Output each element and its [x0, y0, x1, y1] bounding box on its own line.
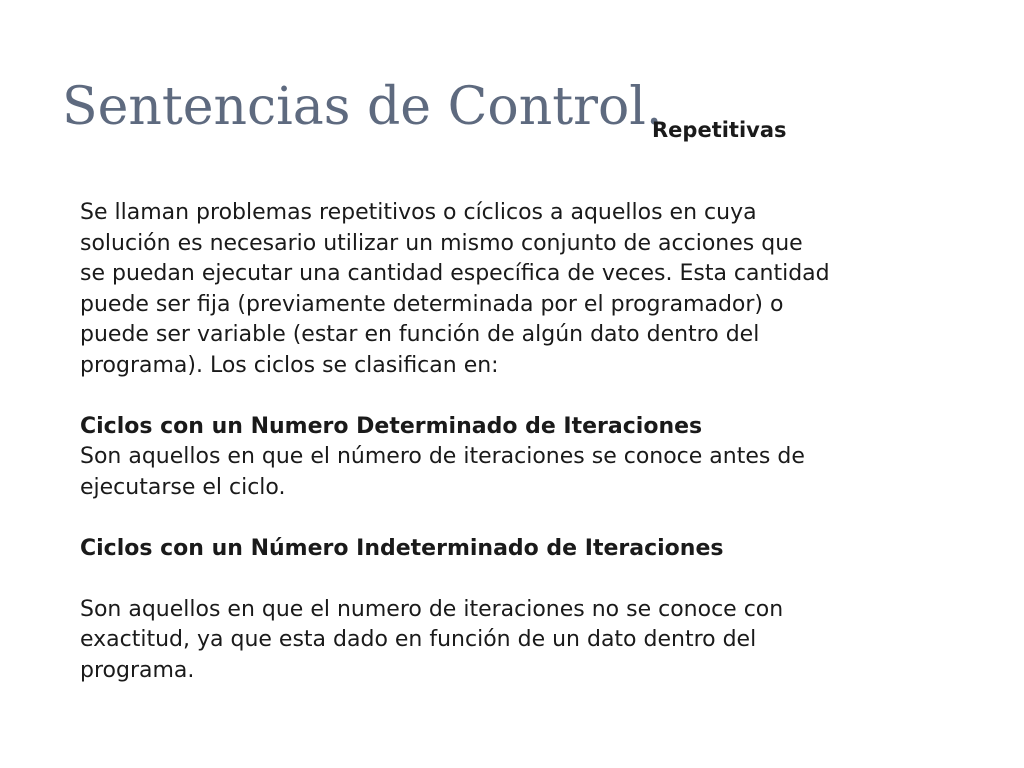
section-indeterminate	[80, 534, 960, 687]
slide-subtitle: Repetitivas	[652, 118, 787, 142]
spacer	[80, 503, 960, 534]
section-line: Son aquellos en que el número de iteraciones se conoce antes de	[80, 444, 805, 469]
section-heading: Ciclos con un Número Indeterminado de Iteraciones	[80, 535, 724, 561]
intro-line: solución es necesario utilizar un mismo conjunto de acciones que	[80, 230, 803, 256]
section-line: Son aquellos en que el numero de iteraciones no se conoce con	[80, 596, 784, 622]
section-line: programa.	[80, 657, 195, 683]
section-line: ejecutarse el ciclo.	[80, 474, 286, 500]
intro-paragraph	[80, 198, 960, 381]
section-line: exactitud, ya que esta dado en función de un dato dentro del	[80, 627, 757, 652]
intro-line: puede ser fija (previamente determinada por el programador) o	[80, 291, 784, 317]
intro-line: se puedan ejecutar una cantidad específica de veces. Esta cantidad	[80, 261, 830, 286]
intro-line: programa). Los ciclos se clasifican en:	[80, 352, 499, 378]
intro-line: puede ser variable (estar en función de algún dato dentro del	[80, 322, 760, 347]
slide-body	[80, 198, 960, 686]
section-heading: Ciclos con un Numero Determinado de Iteraciones	[80, 413, 703, 439]
section-determinate	[80, 412, 960, 504]
intro-line: Se llaman problemas repetitivos o cíclicos a aquellos en cuya	[80, 200, 757, 225]
slide-title: Sentencias de Control.	[62, 77, 663, 137]
spacer	[80, 564, 960, 595]
spacer	[80, 381, 960, 412]
